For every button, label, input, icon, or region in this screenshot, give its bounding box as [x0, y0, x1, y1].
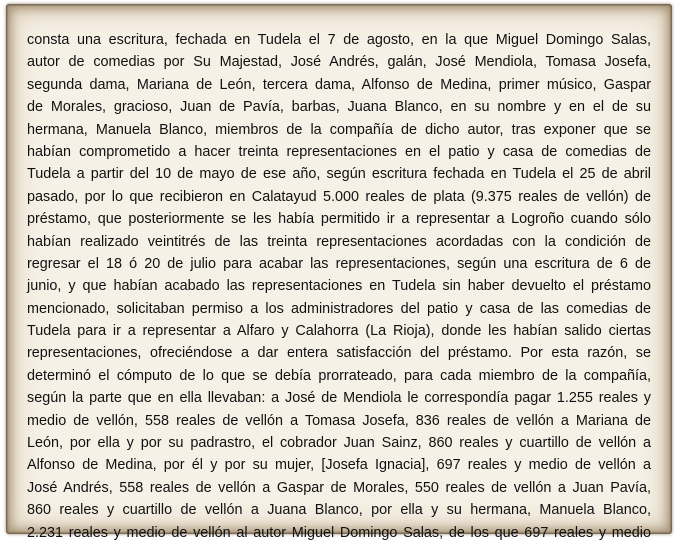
text-line: 860 reales y cuartillo de vellón a Juana Blanco, por ella y su hermana, Manuela Blanco, [27, 502, 651, 519]
text-line: de Morales, gracioso, Juan de Pavía, barbas, Juana Blanco, en su nombre y en el de su [27, 99, 651, 116]
text-line: autor de comedias por Su Majestad, José Andrés, galán, José Mendiola, Tomasa Josefa, [27, 54, 651, 71]
text-line: pasado, por lo que recibieron en Calatayud 5.000 reales de plata (9.375 reales de vellón) de [27, 188, 651, 205]
text-line: regresar el 18 ó 20 de julio para acabar las representaciones, según una escritura de 6 de [27, 255, 651, 272]
text-line: León, por ella y por su padrastro, el cobrador Juan Sainz, 860 reales y cuartillo de vellón a [27, 435, 651, 452]
text-line: habían comprometido a hacer treinta representaciones en el patio y casa de comedias de [27, 143, 651, 160]
text-line: Alfonso de Medina, por él y por su mujer, [Josefa Ignacia], 697 reales y medio de vellón a [27, 457, 651, 474]
text-line: determinó el cómputo de lo que se debía prorrateado, para cada miembro de la compañía, [27, 367, 651, 384]
text-line: préstamo, que posteriormente se les había permitido ir a representar a Logroño cuando sólo [27, 211, 651, 228]
text-line: habían realizado veintitrés de las treinta representaciones acordadas con la condición de [27, 233, 651, 250]
text-line: representaciones, ofreciéndose a dar entera satisfacción del préstamo. Por esta razón, se [27, 345, 651, 362]
text-line: según la parte que en ella llevaban: a José de Mendiola le correspondía pagar 1.255 reales y [27, 390, 651, 407]
text-line: 2.231 reales y medio de vellón al autor Miguel Domingo Salas, de los que 697 reales y medio [27, 524, 651, 541]
text-line: mencionado, solicitaban permiso a los administradores del patio y casa de las comedias de [27, 300, 651, 317]
text-line: hermana, Manuela Blanco, miembros de la compañía de dicho autor, tras exponer que se [27, 121, 651, 138]
text-line: Tudela a partir del 10 de mayo de ese año, según escritura fechada en Tudela el 25 de abril [27, 166, 651, 183]
document-text [27, 29, 651, 544]
text-line: medio de vellón, 558 reales de vellón a Tomasa Josefa, 836 reales de vellón a Mariana de [27, 412, 651, 429]
text-line: José Andrés, 558 reales de vellón a Gaspar de Morales, 550 reales de vellón a Juan Pavía, [27, 479, 651, 496]
text-line: Tudela para ir a representar a Alfaro y Calahorra (La Rioja), donde les habían salido ciertas [27, 323, 651, 340]
text-line: segunda dama, Mariana de León, tercera dama, Alfonso de Medina, primer músico, Gaspar [27, 76, 651, 93]
text-line: junio, y que habían acabado las representaciones en Tudela sin haber devuelto el préstamo [27, 278, 651, 295]
text-line: consta una escritura, fechada en Tudela el 7 de agosto, en la que Miguel Domingo Salas, [27, 32, 651, 48]
